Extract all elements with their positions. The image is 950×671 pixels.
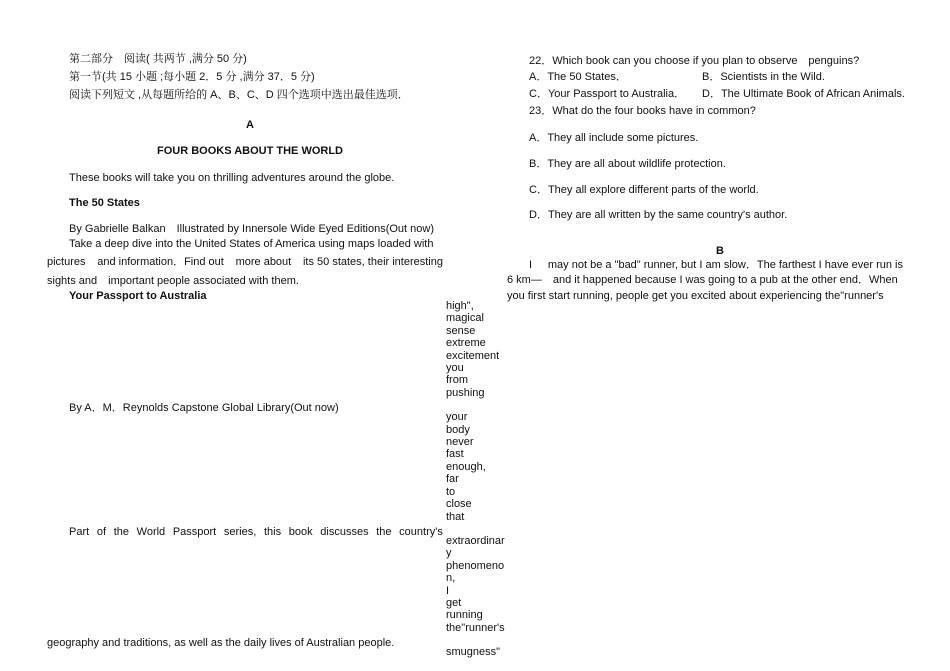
instruction: 阅读下列短文 ,从每题所给的 A、B、C、D 四个选项中选出最佳选项． (69, 89, 409, 101)
overflow-word: your (446, 411, 468, 424)
section-heading: 第一节(共 15 小题 ;每小题 2．5 分 ,满分 37．5 分) (69, 71, 315, 83)
overflow-word: I (446, 584, 450, 597)
overflow-word: get (446, 596, 462, 609)
overflow-word: close (446, 498, 472, 511)
book1-desc-line3: sights and important people associated with them. (47, 275, 299, 287)
q23-option-a: A．They all include some pictures. (529, 132, 699, 144)
question-23-stem: 23．What do the four books have in common? (529, 105, 756, 117)
overflow-word: high", (446, 300, 474, 312)
passage-letter-a: A (246, 119, 254, 131)
overflow-word: sense (446, 324, 476, 337)
overflow-word: running (446, 609, 483, 622)
passage-title: FOUR BOOKS ABOUT THE WORLD (157, 145, 343, 157)
overflow-gap (446, 634, 508, 646)
overflow-word: extreme (446, 337, 486, 350)
overflow-word: magical (446, 312, 484, 325)
question-22-stem: 22．Which book can you choose if you plan to observe penguins? (529, 55, 860, 67)
q22-option-c: C．Your Passport to Australia． (529, 88, 686, 100)
overflow-word: body (446, 423, 470, 436)
book1-desc-line2: pictures and information．Find out more about its 50 states, their interesting (47, 256, 443, 268)
book1-desc-line1: Take a deep dive into the United States of America using maps loaded with (69, 238, 434, 250)
overflow-word: that (446, 510, 465, 523)
part-heading: 第二部分 阅读( 共两节 ,满分 50 分) (69, 53, 247, 65)
passage-b-line1: I may not be a "bad" runner, but I am slow．The farthest I have ever run is (529, 259, 903, 271)
overflow-word: extraordinar (446, 534, 505, 547)
overflow-word: smugness" (446, 646, 501, 659)
overflow-word: far (446, 473, 459, 486)
overflow-word: from (446, 374, 468, 387)
q23-option-b: B．They are all about wildlife protection. (529, 158, 726, 170)
q22-option-d: D．The Ultimate Book of African Animals. (702, 88, 905, 100)
overflow-word: the"runner's (446, 621, 505, 634)
q23-option-d: D．They are all written by the same country's author. (529, 209, 788, 221)
book2-byline: By A．M．Reynolds Capstone Global Library(Out now) (69, 402, 339, 414)
q23-option-c: C．They all explore different parts of the world. (529, 184, 759, 196)
overflow-word: pushing (446, 386, 485, 399)
overflow-word: fast (446, 448, 464, 461)
overflow-word: excitement (446, 349, 500, 362)
passage-b-line2: 6 km— and it happened because I was going to a pub at the other end．When (507, 274, 898, 286)
q22-option-a: A．The 50 States． (529, 71, 627, 83)
overflow-word-column (446, 300, 508, 659)
overflow-word: enough, (446, 460, 486, 473)
book2-title: Your Passport to Australia (69, 290, 207, 302)
overflow-word: never (446, 436, 474, 449)
book1-byline: By Gabrielle Balkan Illustrated by Innersole Wide Eyed Editions(Out now) (69, 223, 435, 235)
overflow-word: y (446, 547, 452, 560)
overflow-word: to (446, 485, 456, 498)
overflow-word: n, (446, 572, 456, 585)
passage-letter-b: B (716, 245, 724, 257)
book2-desc-line2: geography and traditions, as well as the daily lives of Australian people. (47, 637, 395, 649)
overflow-gap (446, 523, 508, 535)
overflow-word: you (446, 362, 464, 375)
passage-b-line3: you first start running, people get you excited about experiencing the"runner's (507, 290, 884, 302)
overflow-gap (446, 399, 508, 411)
q22-option-b: B．Scientists in the Wild. (702, 71, 825, 83)
book1-title: The 50 States (69, 197, 140, 209)
book2-desc-line1: Part of the World Passport series, this book discusses the country's (69, 526, 443, 538)
passage-intro: These books will take you on thrilling adventures around the globe. (69, 172, 395, 184)
overflow-word: phenomeno (446, 559, 505, 572)
